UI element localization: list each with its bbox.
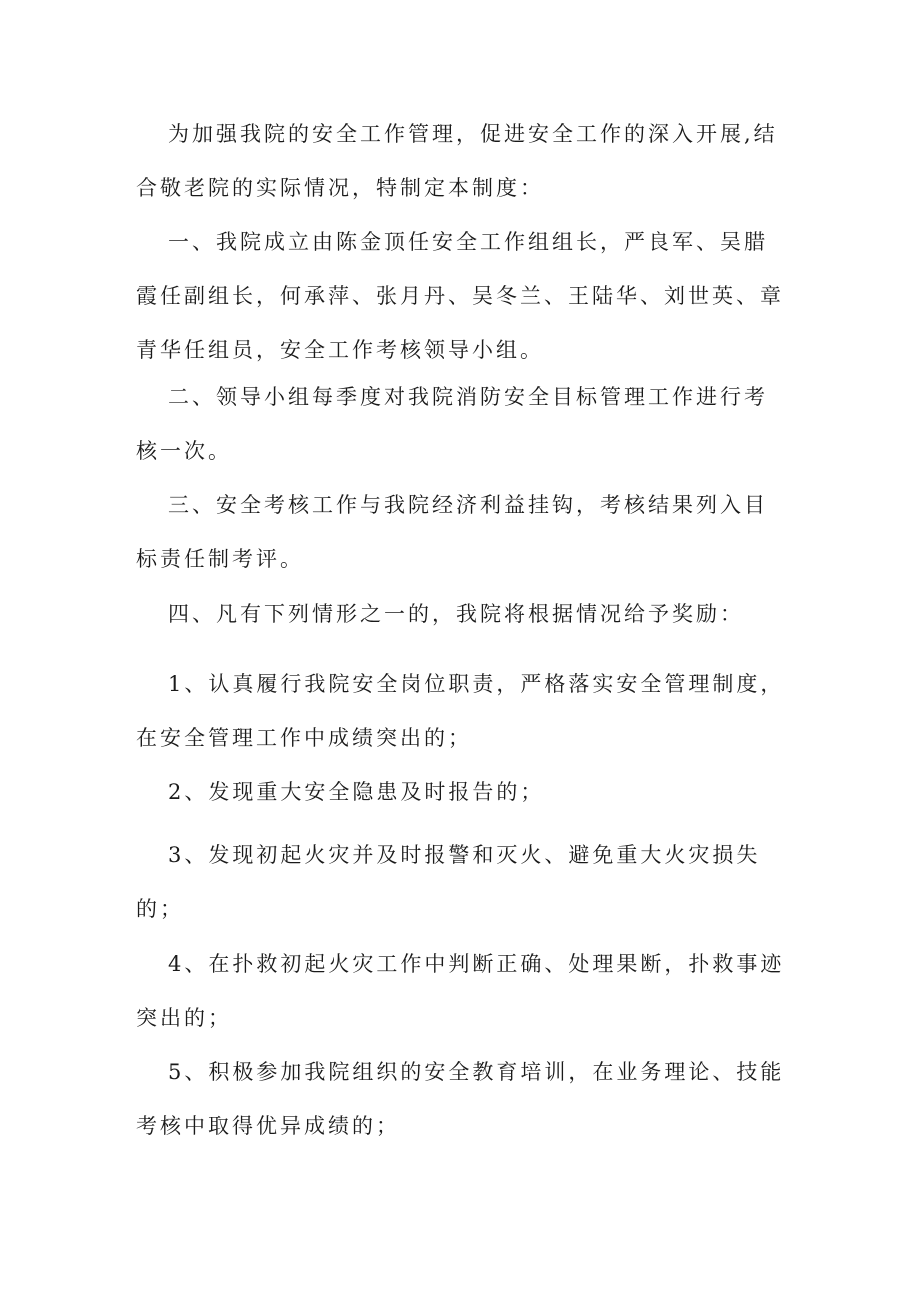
paragraph-reward-4: 4、在扑救初起火灾工作中判断正确、处理果断，扑救事迹突出的； [136,952,785,1030]
paragraph-intro: 为加强我院的安全工作管理，促进安全工作的深入开展,结合敬老院的实际情况，特制定本制度： [136,122,778,200]
paragraph-reward-2: 2、发现重大安全隐患及时报告的； [168,780,545,804]
paragraph-item-2: 二、领导小组每季度对我院消防安全目标管理工作进行考核一次。 [136,385,768,463]
paragraph-item-1: 一、我院成立由陈金顶任安全工作组组长，严良军、吴腊霞任副组长，何承萍、张月丹、吴冬兰、王陆华、刘世英、章青华任组员，安全工作考核领导小组。 [136,230,784,362]
paragraph-reward-1: 1、认真履行我院安全岗位职责，严格落实安全管理制度，在安全管理工作中成绩突出的； [136,672,785,750]
paragraph-item-4: 四、凡有下列情形之一的，我院将根据情况给予奖励： [168,602,744,626]
paragraph-item-3: 三、安全考核工作与我院经济利益挂钩，考核结果列入目标责任制考评。 [136,493,768,571]
paragraph-reward-3: 3、发现初起火灾并及时报警和灭火、避免重大火灾损失的； [136,843,761,921]
paragraph-reward-5: 5、积极参加我院组织的安全教育培训，在业务理论、技能考核中取得优异成绩的； [136,1060,785,1138]
